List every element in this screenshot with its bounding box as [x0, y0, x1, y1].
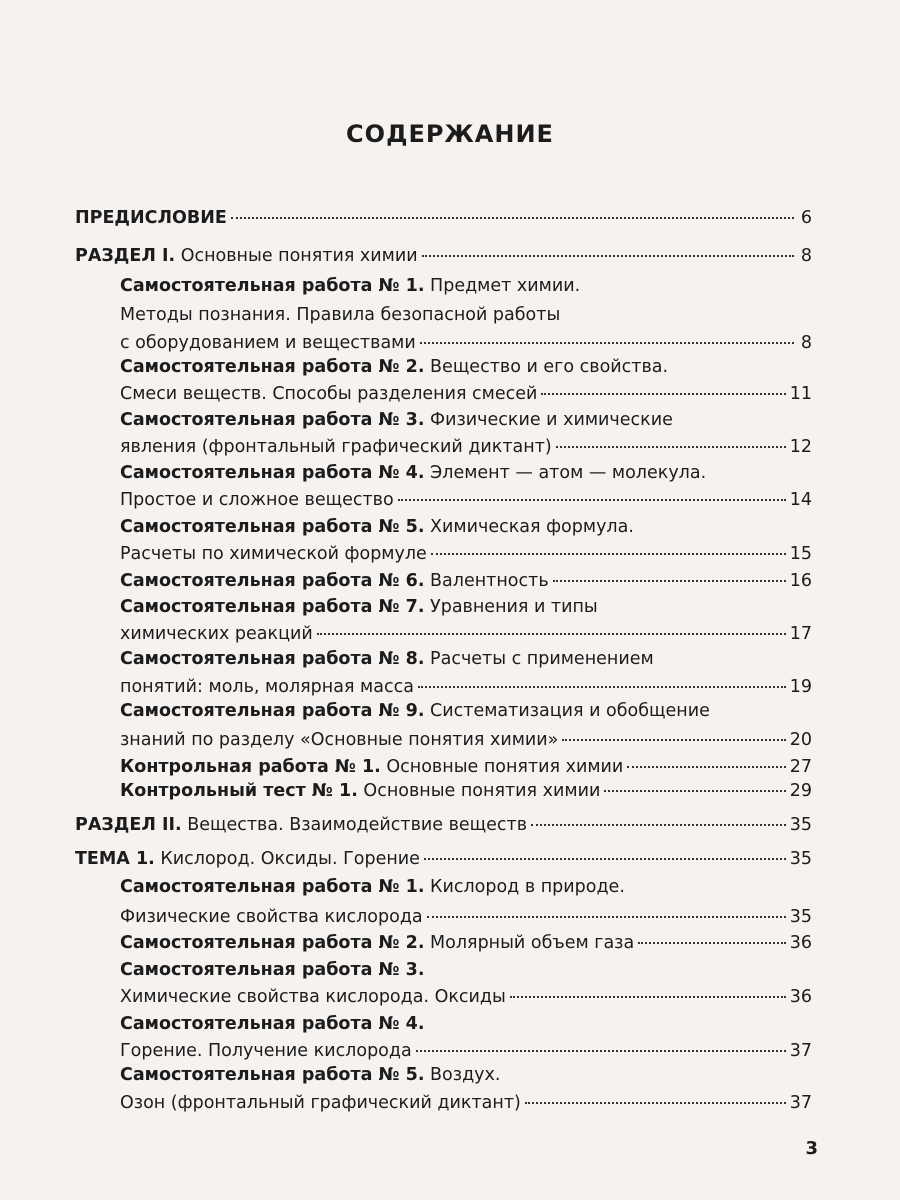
toc-entry-title	[120, 597, 598, 617]
toc-entry-title	[75, 848, 420, 870]
toc-entry	[75, 245, 812, 267]
toc-page-number: 14	[789, 490, 812, 510]
toc-entry	[120, 959, 424, 981]
dot-leader	[562, 739, 785, 741]
toc-entry-text: Кислород. Оксиды. Горение	[154, 849, 420, 869]
toc-page-number: 35	[789, 907, 812, 927]
toc-entry-text: Основные понятия химии	[380, 757, 624, 777]
toc-entry	[120, 676, 812, 698]
dot-leader	[553, 580, 786, 582]
toc-entry-title	[120, 729, 558, 751]
dot-leader	[638, 942, 786, 944]
toc-entry	[120, 516, 634, 538]
toc-entry-label: Самостоятельная работа № 4.	[120, 463, 425, 483]
toc-entry-text: понятий: моль, молярная масса	[120, 677, 414, 697]
dot-leader	[604, 790, 785, 792]
toc-entry-text: Методы познания. Правила безопасной работы	[120, 305, 561, 325]
toc-entry-label: Самостоятельная работа № 4.	[120, 1014, 425, 1034]
toc-page-number: 12	[789, 437, 812, 457]
toc-entry-title	[120, 463, 706, 483]
toc-entry-text: с оборудованием и веществами	[120, 333, 416, 353]
toc-entry-title	[120, 436, 552, 458]
toc-entry-text: Молярный объем газа	[424, 933, 635, 953]
toc-entry-title	[120, 410, 673, 430]
dot-leader	[231, 217, 794, 219]
toc-entry-text: Расчеты с применением	[424, 649, 654, 669]
toc-entry-text: Химические свойства кислорода. Оксиды	[120, 987, 506, 1007]
dot-leader	[317, 633, 786, 635]
toc-entry-text: Валентность	[424, 571, 549, 591]
toc-entry-title	[120, 676, 414, 698]
toc-entry-text: Кислород в природе.	[424, 877, 625, 897]
dot-leader	[398, 499, 786, 501]
toc-entry	[75, 207, 812, 229]
toc-entry	[120, 543, 812, 565]
toc-entry-text: Уравнения и типы	[424, 597, 598, 617]
toc-entry-text: явления (фронтальный графический диктант)	[120, 437, 552, 457]
toc-entry-label: Самостоятельная работа № 5.	[120, 1065, 425, 1085]
dot-leader	[627, 766, 785, 768]
toc-entry-text: Основные понятия химии	[175, 246, 418, 266]
toc-entry-title	[120, 1040, 412, 1062]
toc-entry-title	[120, 877, 625, 897]
toc-entry	[120, 932, 812, 954]
toc-entry-text: Смеси веществ. Способы разделения смесей	[120, 384, 538, 404]
toc-entry	[120, 383, 812, 405]
toc-page-number: 35	[789, 849, 812, 869]
page-title: СОДЕРЖАНИЕ	[346, 120, 554, 148]
toc-entry-title	[120, 383, 537, 405]
toc-entry-text: Горение. Получение кислорода	[120, 1041, 412, 1061]
toc-entry-title	[120, 649, 654, 669]
toc-page-number: 19	[789, 677, 812, 697]
toc-entry	[120, 1092, 812, 1114]
toc-entry-title	[120, 906, 423, 928]
toc-entry	[120, 729, 812, 751]
toc-entry-label: Самостоятельная работа № 3.	[120, 960, 425, 980]
toc-page-number: 15	[789, 544, 812, 564]
toc-page-number: 8	[800, 333, 812, 353]
toc-entry-title	[120, 1092, 521, 1114]
toc-entry	[120, 1013, 424, 1035]
toc-entry-text: Расчеты по химической формуле	[120, 544, 427, 564]
toc-entry-text: Химическая формула.	[424, 517, 634, 537]
toc-entry-label: Самостоятельная работа № 1.	[120, 877, 425, 897]
dot-leader	[510, 996, 786, 998]
toc-entry	[120, 409, 673, 431]
toc-page-number: 16	[789, 571, 812, 591]
toc-entry-label: ТЕМА 1.	[75, 849, 155, 869]
dot-leader	[424, 858, 786, 860]
toc-page-number: 8	[800, 246, 812, 266]
toc-entry-label: РАЗДЕЛ II.	[75, 815, 182, 835]
dot-leader	[541, 393, 785, 395]
dot-leader	[416, 1050, 786, 1052]
toc-entry-text: знаний по разделу «Основные понятия химии»	[120, 730, 559, 750]
toc-page-number: 20	[789, 730, 812, 750]
toc-entry-label: Самостоятельная работа № 5.	[120, 517, 425, 537]
toc-entry-title	[120, 986, 506, 1008]
toc-entry	[120, 906, 812, 928]
toc-entry-title	[120, 780, 600, 802]
page-number: 3	[805, 1138, 818, 1159]
toc-entry-label: Самостоятельная работа № 1.	[120, 276, 425, 296]
toc-entry	[120, 1064, 500, 1086]
toc-page-number: 36	[789, 933, 812, 953]
toc-entry-label: Самостоятельная работа № 9.	[120, 701, 425, 721]
toc-entry-title	[120, 517, 634, 537]
toc-entry-label: Самостоятельная работа № 6.	[120, 571, 425, 591]
toc-entry-title	[75, 245, 418, 267]
dot-leader	[525, 1102, 786, 1104]
toc-entry	[120, 623, 812, 645]
dot-leader	[531, 824, 786, 826]
toc-entry-label: Самостоятельная работа № 8.	[120, 649, 425, 669]
toc-entry-title	[120, 332, 416, 354]
toc-page-number: 37	[789, 1041, 812, 1061]
toc-entry	[120, 986, 812, 1008]
toc-entry	[120, 462, 706, 484]
toc-entry	[120, 570, 812, 592]
toc-entry-title	[120, 1065, 500, 1085]
toc-entry-title	[120, 543, 427, 565]
toc-entry-text: Предмет химии.	[424, 276, 581, 296]
toc-entry-label: РАЗДЕЛ I.	[75, 246, 176, 266]
toc-entry-label: Самостоятельная работа № 7.	[120, 597, 425, 617]
toc-entry-title	[120, 932, 634, 954]
toc-entry-title	[120, 960, 424, 980]
toc-entry	[75, 848, 812, 870]
toc-entry-text: Основные понятия химии	[357, 781, 601, 801]
dot-leader	[556, 446, 786, 448]
toc-entry-label: ПРЕДИСЛОВИЕ	[75, 208, 227, 228]
toc-entry	[120, 332, 812, 354]
dot-leader	[420, 342, 794, 344]
dot-leader	[422, 255, 794, 257]
toc-entry-label: Самостоятельная работа № 2.	[120, 933, 425, 953]
toc-entry-title	[120, 1014, 424, 1034]
toc-entry-text: Физические и химические	[424, 410, 673, 430]
toc-entry-title	[75, 814, 527, 836]
toc-entry-label: Самостоятельная работа № 2.	[120, 357, 425, 377]
toc-page-number: 27	[789, 757, 812, 777]
toc-entry	[120, 756, 812, 778]
dot-leader	[427, 916, 786, 918]
toc-entry-text: Вещества. Взаимодействие веществ	[181, 815, 528, 835]
toc-entry-text: химических реакций	[120, 624, 313, 644]
toc-entry	[120, 1040, 812, 1062]
toc-page-number: 17	[789, 624, 812, 644]
toc-page-number: 6	[800, 208, 812, 228]
toc-page-number: 29	[789, 781, 812, 801]
toc-entry	[120, 356, 668, 378]
toc-entry-title	[120, 357, 668, 377]
toc-entry-text: Вещество и его свойства.	[424, 357, 669, 377]
toc-entry	[120, 304, 560, 326]
toc-entry-text: Систематизация и обобщение	[424, 701, 710, 721]
toc-page-number: 37	[789, 1093, 812, 1113]
toc-entry-title	[120, 305, 560, 325]
toc-entry-title	[120, 276, 580, 296]
toc-entry	[120, 489, 812, 511]
toc-page-number: 35	[789, 815, 812, 835]
toc-entry	[120, 436, 812, 458]
toc-entry-label: Контрольный тест № 1.	[120, 781, 358, 801]
toc-entry	[120, 596, 598, 618]
toc-entry-text: Простое и сложное вещество	[120, 490, 394, 510]
dot-leader	[431, 553, 786, 555]
toc-entry-text: Элемент — атом — молекула.	[424, 463, 707, 483]
toc-entry-text: Озон (фронтальный графический диктант)	[120, 1093, 521, 1113]
toc-entry-title	[75, 207, 227, 229]
toc-entry-title	[120, 623, 313, 645]
toc-entry-title	[120, 489, 394, 511]
toc-entry-label: Самостоятельная работа № 3.	[120, 410, 425, 430]
toc-entry-title	[120, 756, 623, 778]
dot-leader	[418, 686, 786, 688]
toc-entry-label: Контрольная работа № 1.	[120, 757, 381, 777]
toc-entry	[120, 876, 625, 898]
toc-entry-title	[120, 570, 549, 592]
toc-entry-text: Физические свойства кислорода	[120, 907, 423, 927]
toc-page-number: 36	[789, 987, 812, 1007]
toc-page-number: 11	[789, 384, 812, 404]
toc-entry-title	[120, 701, 710, 721]
toc-entry	[120, 700, 710, 722]
toc-entry	[120, 275, 580, 297]
toc-entry	[75, 814, 812, 836]
toc-entry	[120, 648, 654, 670]
toc-entry	[120, 780, 812, 802]
toc-entry-text: Воздух.	[424, 1065, 501, 1085]
